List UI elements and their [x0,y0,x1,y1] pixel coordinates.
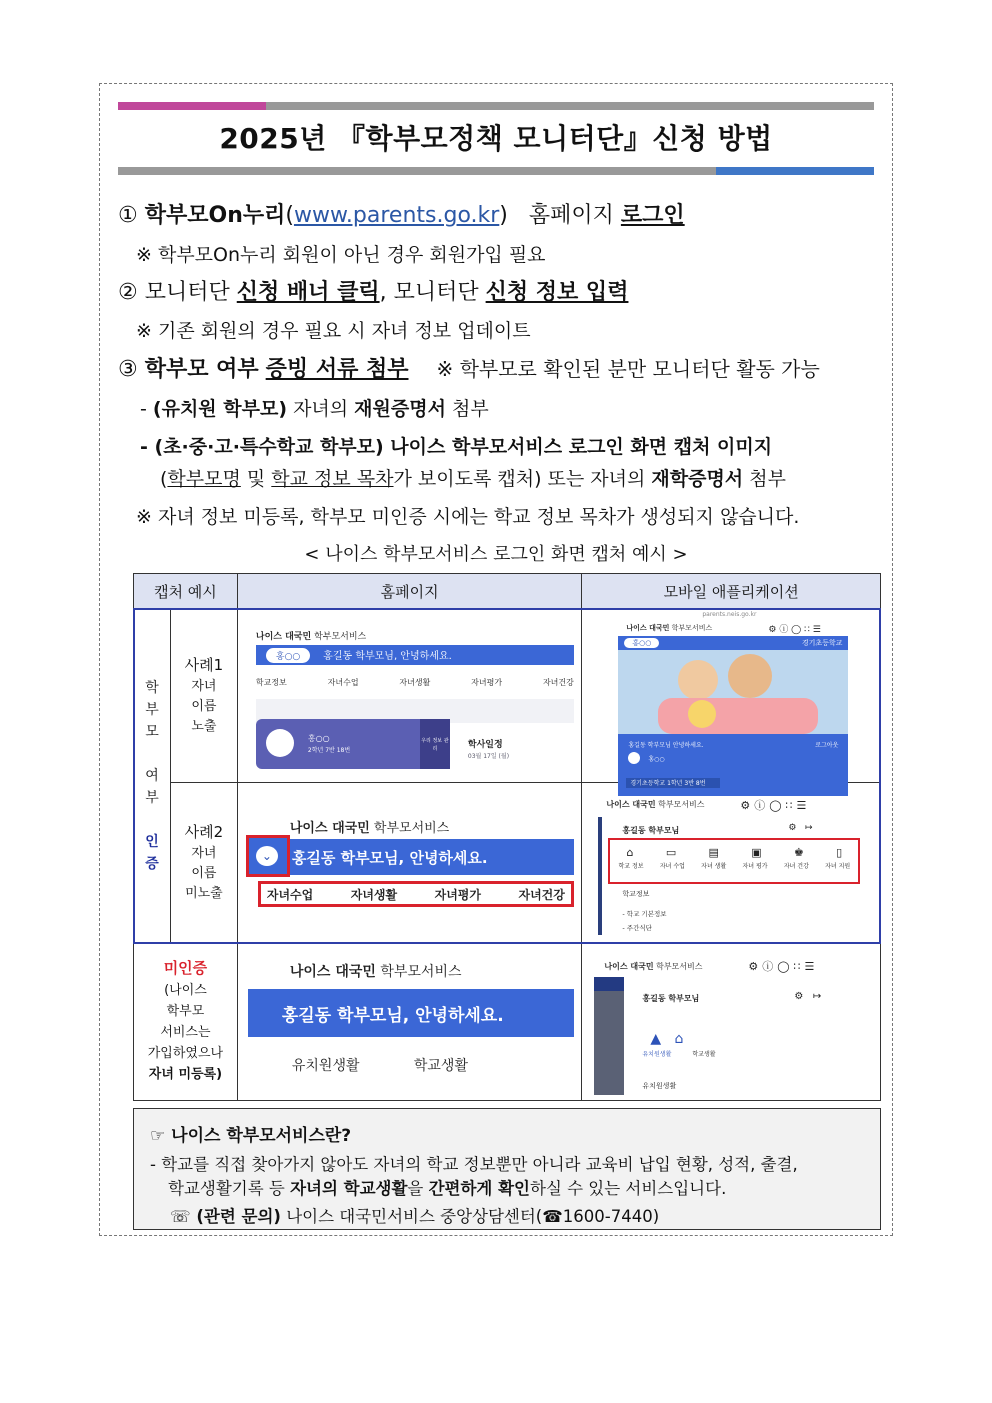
case-3-homepage [237,943,582,1101]
capture-table [133,573,881,1101]
case-1-mobile: parents.neis.go.kr 나이스 대국민 학부모서비스 ⚙ ⓘ ◯ ∷ ☰ 홍○○ 경기초등학교 홍길동 학부모님 안녕하세요. 로그아웃 홍○○ 경기초등학교 1학년 3반 8번 [582,609,881,783]
header-example: 캡처 예시 [134,574,238,609]
mockm1-icons: ⚙ ⓘ ◯ ∷ ☰ [768,625,821,635]
parent-verification-label: 학 부 모 여 부 인 증 [134,609,171,943]
mock1-card: 홍○○ 2학년 7반 18번 우리 정보 관리 [256,719,450,769]
mock2-avatar-highlight: ⌄ [246,835,290,877]
mock1-banner: 홍○○ 홍길동 학부모님, 안녕하세요. [256,645,574,665]
title-accent-blue [716,167,874,175]
step-3: ③ 학부모 여부 증빙 서류 첨부 ※ 학부모로 확인된 분만 모니터단 활동 가능 [118,357,820,382]
info-contact: ☏ (관련 문의) 나이스 대국민서비스 중앙상담센터(☎1600-7440) [170,1207,660,1226]
title-bar-bottom [118,167,874,175]
mock3-tab-school: 학교생활 [413,1058,468,1074]
page-title: 2025년 『학부모정책 모니터단』신청 방법 [219,122,773,155]
case-2-label: 사례2 자녀 이름 미노출 [170,783,237,943]
mock1-schedule: 학사일정 [467,740,503,750]
mock3-brand: 나이스 대국민 학부모서비스 [289,964,462,980]
detail-kindergarten: - (유치원 학부모) 자녀의 재원증명서 첨부 [140,398,489,420]
info-paragraph: - 학교를 직접 찾아가지 않아도 자녀의 학교 정보뿐만 아니라 교육비 납입 현황, 성적, 출결, 학교생활기록 등 자녀의 학교생활을 간편하게 확인하실 수 있는 서비스입니다. [150,1155,798,1198]
mock2-tabs-highlight: 자녀수업 자녀생활 자녀평가 자녀건강 [258,881,574,907]
neis-info-box [133,1108,881,1230]
step-1-site: 학부모On누리 [144,203,286,228]
title-accent-pink [118,102,266,110]
case-2-homepage [237,783,582,943]
mockm2-brand: 나이스 대국민 학부모서비스 [606,800,705,809]
note-1: ※ 학부모On누리 회원이 아닌 경우 회원가입 필요 [136,244,546,266]
case-1-homepage: 나이스 대국민 학부모서비스 홍○○ 홍길동 학부모님, 안녕하세요. 학교정보 자녀수업 자녀생활 자녀평가 자녀건강 홍○○ 2학년 7반 18번 우리 정보 관리 학사일정 03월 17일 (월) [237,609,582,783]
step-1-homepage: 홈페이지 [528,203,614,228]
note-3: ※ 자녀 정보 미등록, 학부모 미인증 시에는 학교 정보 목차가 생성되지 않습니다. [136,506,800,528]
case-3-label: 미인증 (나이스 학부모 서비스는 가입하였으나 자녀 미등록) [134,943,238,1101]
mock1-tabs: 학교정보 자녀수업 자녀생활 자녀평가 자녀건강 [255,678,574,687]
note-2: ※ 기존 회원의 경우 필요 시 자녀 정보 업데이트 [136,320,531,342]
step-3-note: ※ 학부모로 확인된 분만 모니터단 활동 가능 [436,357,820,381]
detail-school: - (초·중·고·특수학교 학부모) 나이스 학부모서비스 로그인 화면 캡처 이미지 [140,436,773,458]
step-2: ② 모니터단 신청 배너 클릭, 모니터단 신청 정보 입력 [118,280,629,305]
step-2-banner: 신청 배너 클릭 [236,280,380,305]
title-bar-top [118,102,874,110]
mockm3-brand: 나이스 대국민 학부모서비스 [604,962,703,971]
mockm1-illustration: 홍○○ 경기초등학교 홍길동 학부모님 안녕하세요. 로그아웃 홍○○ 경기초등학교 1학년 3반 8번 [618,636,848,796]
case-2-mobile: 나이스 대국민 학부모서비스 ⚙ⓘ◯∷☰ 홍길동 학부모님 ⚙ ↦ ⌂ ▭ ▤ ▣ ♚ ▯ 학교 정보 자녀 수업 자녀 생활 자녀 평가 자녀 건강 자녀 지원 학교정보 - 학교 기본정보 - 주간식단 [582,783,881,943]
case-1-label: 사례1 자녀 이름 노출 [170,609,237,783]
mockm1-brand: 나이스 대국민 학부모서비스 [626,624,713,632]
mock2-banner: 홍길동 학부모님, 안녕하세요. [248,839,574,875]
case-3-mobile: 나이스 대국민 학부모서비스 ⚙ⓘ◯∷☰ 홍길동 학부모님 ⚙ ↦ ▲ ⌂ 유치원생활 학교생활 유치원생활 [582,943,881,1101]
step-1-login: 로그인 [620,203,685,228]
mock2-brand: 나이스 대국민 학부모서비스 [289,821,450,836]
step-3-docs: 증빙 서류 첨부 [265,357,409,382]
capture-caption: < 나이스 학부모서비스 로그인 화면 캡처 예시 > [304,544,688,565]
step-1-number: ① [118,203,138,228]
parents-link[interactable]: www.parents.go.kr [293,203,500,228]
mockm2-icons-highlight: ⌂ ▭ ▤ ▣ ♚ ▯ 학교 정보 자녀 수업 자녀 생활 자녀 평가 자녀 건강 자녀 지원 [608,838,860,884]
header-mobile: 모바일 애플리케이션 [582,574,881,609]
mock1-brand: 나이스 대국민 학부모서비스 [255,632,367,642]
header-homepage: 홈페이지 [237,574,582,609]
step-2-input: 신청 정보 입력 [485,280,629,305]
detail-school-2: (학부모명 및 학교 정보 목차가 보이도록 캡처) 또는 자녀의 재학증명서 첨부 [160,468,786,490]
mock3-banner: 홍길동 학부모님, 안녕하세요. [248,989,574,1037]
info-heading: ☞ 나이스 학부모서비스란? [150,1126,352,1146]
step-1: ① 학부모On누리(www.parents.go.kr) 홈페이지 로그인 [118,203,685,228]
mock3-tab-kinder: 유치원생활 [291,1058,360,1074]
